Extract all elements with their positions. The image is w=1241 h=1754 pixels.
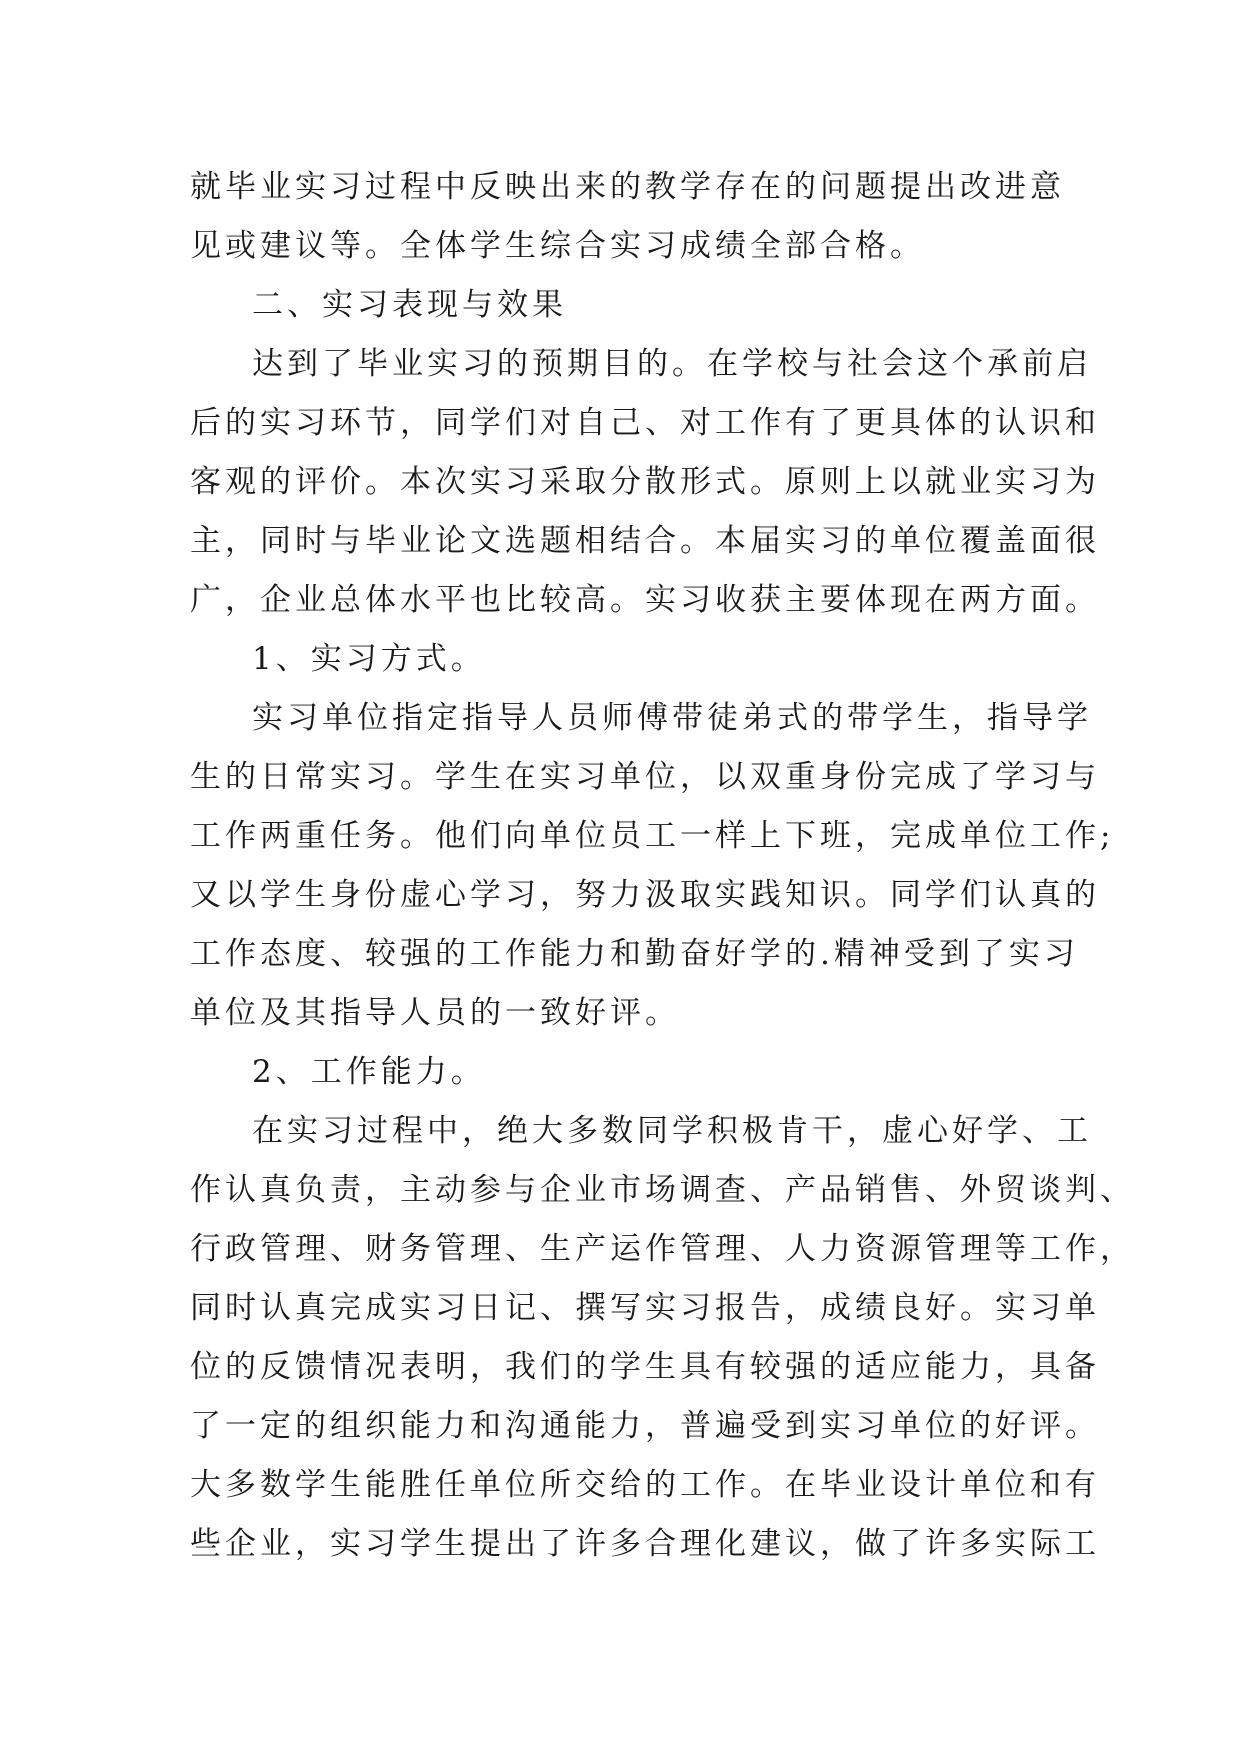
text-line: 生的日常实习。学生在实习单位，以双重身份完成了学习与 — [190, 759, 1100, 795]
text-line: 大多数学生能胜任单位所交给的工作。在毕业设计单位和有 — [190, 1467, 1100, 1503]
text-line: 工作两重任务。他们向单位员工一样上下班，完成单位工作; — [190, 818, 1115, 854]
text-line: 位的反馈情况表明，我们的学生具有较强的适应能力，具备 — [190, 1349, 1100, 1385]
text-line: 2、工作能力。 — [252, 1054, 486, 1090]
text-line: 二、实习表现与效果 — [252, 287, 567, 323]
text-line: 些企业，实习学生提出了许多合理化建议，做了许多实际工 — [190, 1526, 1100, 1562]
text-line: 行政管理、财务管理、生产运作管理、人力资源管理等工作， — [190, 1231, 1135, 1267]
document-body — [190, 158, 1135, 1574]
text-line: 实习单位指定指导人员师傅带徒弟式的带学生，指导学 — [252, 700, 1092, 736]
text-line: 后的实习环节，同学们对自己、对工作有了更具体的认识和 — [190, 405, 1100, 441]
text-line: 又以学生身份虚心学习，努力汲取实践知识。同学们认真的 — [190, 877, 1100, 913]
text-line: 同时认真完成实习日记、撰写实习报告，成绩良好。实习单 — [190, 1290, 1100, 1326]
text-line: 工作态度、较强的工作能力和勤奋好学的.精神受到了实习 — [190, 936, 1079, 972]
text-line: 见或建议等。全体学生综合实习成绩全部合格。 — [190, 228, 925, 264]
text-line: 就毕业实习过程中反映出来的教学存在的问题提出改进意 — [190, 169, 1065, 205]
text-line: 了一定的组织能力和沟通能力，普遍受到实习单位的好评。 — [190, 1408, 1100, 1444]
text-line: 主，同时与毕业论文选题相结合。本届实习的单位覆盖面很 — [190, 523, 1100, 559]
text-line: 广，企业总体水平也比较高。实习收获主要体现在两方面。 — [190, 582, 1100, 618]
text-line: 在实习过程中，绝大多数同学积极肯干，虚心好学、工 — [252, 1113, 1092, 1149]
text-line: 作认真负责，主动参与企业市场调查、产品销售、外贸谈判、 — [190, 1172, 1135, 1208]
text-line: 客观的评价。本次实习采取分散形式。原则上以就业实习为 — [190, 464, 1100, 500]
text-line: 单位及其指导人员的一致好评。 — [190, 995, 680, 1031]
text-line: 1、实习方式。 — [252, 641, 486, 677]
text-line: 达到了毕业实习的预期目的。在学校与社会这个承前启 — [252, 346, 1092, 382]
